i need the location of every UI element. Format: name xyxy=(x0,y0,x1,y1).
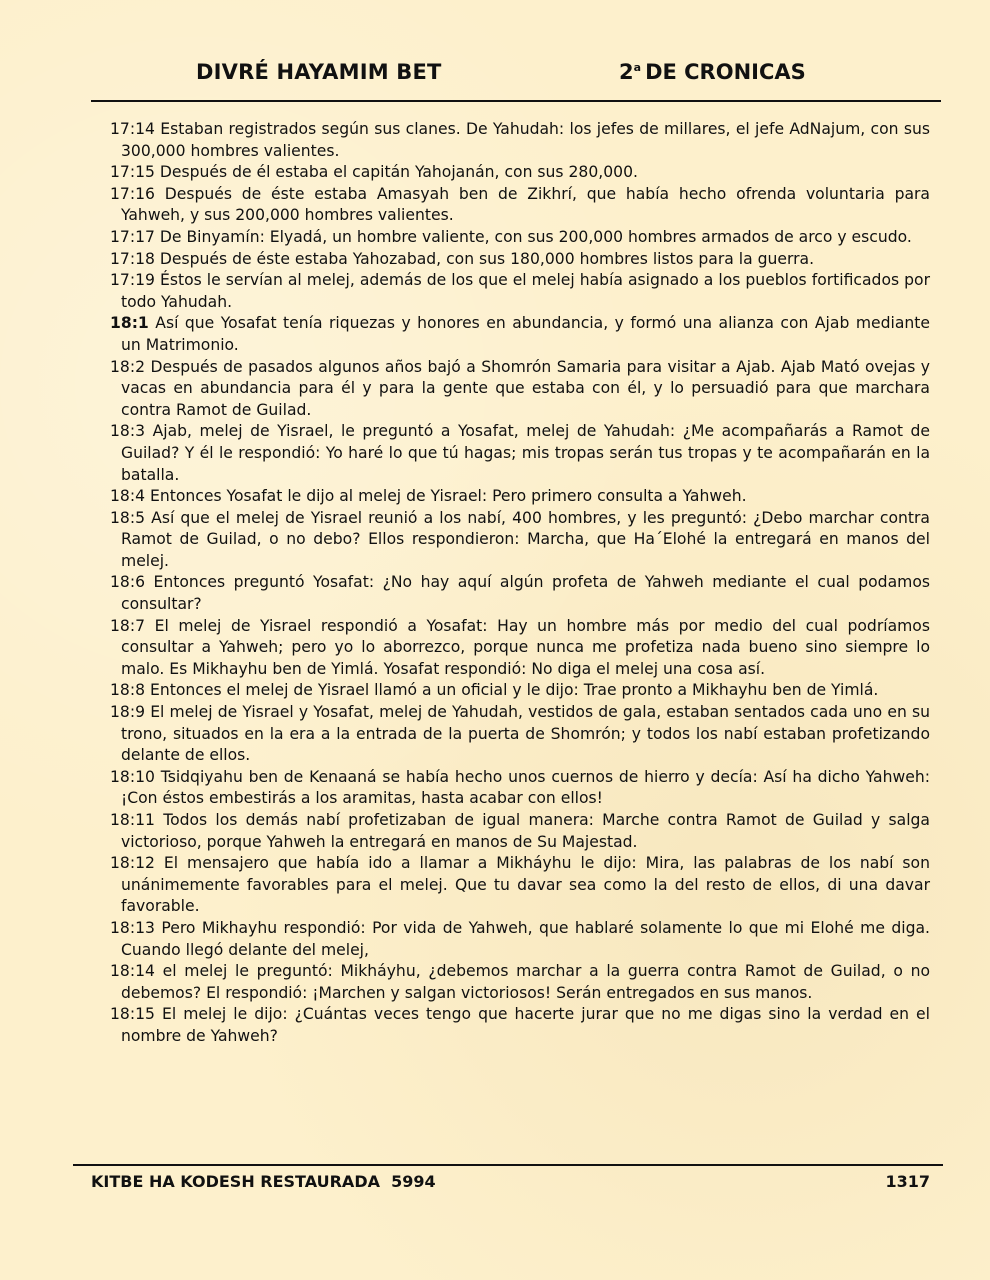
verse xyxy=(110,270,930,313)
verse-reference: 18:12 xyxy=(110,854,155,873)
verse xyxy=(110,486,930,508)
verse xyxy=(110,184,930,227)
verse-reference: 17:16 xyxy=(110,184,155,203)
verse xyxy=(110,249,930,271)
verse-reference: 17:19 xyxy=(110,271,155,290)
verse xyxy=(110,680,930,702)
verse-reference: 18:13 xyxy=(110,918,155,937)
verse-text: Estaban registrados según sus clanes. De Yahudah: los jefes de millares, el jefe AdNajum, con sus 300,000 hombres valientes. xyxy=(121,120,930,160)
verse-reference: 18:1 xyxy=(110,314,149,333)
verse-reference: 18:7 xyxy=(110,616,146,635)
verse-reference: 17:18 xyxy=(110,249,155,268)
book-title: DE CRONICAS xyxy=(645,60,806,84)
verse-text: El melej le dijo: ¿Cuántas veces tengo que hacerte jurar que no me digas sino la verdad en el nombre de Yahweh? xyxy=(121,1005,930,1045)
verse-reference: 17:14 xyxy=(110,120,155,138)
verse-text: El melej de Yisrael y Yosafat, melej de Yahudah, vestidos de gala, estaban sentados cada uno en su trono, situados en la era a la entrada de la puerta de Shomrón; y todos los nabí estaban profetizando delante de ellos. xyxy=(121,703,930,765)
footer-rule xyxy=(73,1164,943,1166)
verse-text: Ajab, melej de Yisrael, le preguntó a Yosafat, melej de Yahudah: ¿Me acompañarás a Ramot de Guilad? Y él le respondió: Yo haré lo que tú hagas; mis tropas serán tus tropas y te acompañarán en la batalla. xyxy=(121,422,930,484)
verse xyxy=(110,119,930,162)
verse-text: el melej le preguntó: Mikháyhu, ¿debemos marchar a la guerra contra Ramot de Guilad, o no debemos? El respondió: ¡Marchen y salgan victoriosos! Serán entregados en sus manos. xyxy=(121,962,930,1002)
verse xyxy=(110,357,930,422)
verse-text: Tsidqiyahu ben de Kenaaná se había hecho unos cuernos de hierro y decía: Así ha dicho Yahweh: ¡Con éstos embestirás a los aramitas, hasta acabar con ellos! xyxy=(121,767,930,808)
verse-text: Entonces preguntó Yosafat: ¿No hay aquí algún profeta de Yahweh mediante el cual podamos consultar? xyxy=(121,573,930,614)
verse-text: De Binyamín: Elyadá, un hombre valiente, con sus 200,000 hombres armados de arco y escudo. xyxy=(159,227,912,246)
header-rule xyxy=(91,100,941,102)
verse xyxy=(110,616,930,681)
verse-text: Éstos le servían al melej, además de los que el melej había asignado a los pueblos fortificados por todo Yahudah. xyxy=(121,271,930,311)
verse-reference: 18:6 xyxy=(110,573,146,592)
verse xyxy=(110,853,930,918)
verse-reference: 18:5 xyxy=(110,508,146,527)
verse xyxy=(110,313,930,356)
verse xyxy=(110,227,930,249)
verse-text: Después de pasados algunos años bajó a Shomrón Samaria para visitar a Ajab. Ajab Mató ovejas y vacas en abundancia para él y para la gente que estaba con él, y lo persuadió para que marchara contra Ramot de Guilad. xyxy=(121,357,930,419)
verse xyxy=(110,162,930,184)
verse-reference: 18:11 xyxy=(110,811,155,829)
verse-text: Así que Yosafat tenía riquezas y honores en abundancia, y formó una alianza con Ajab mediante un Matrimonio. xyxy=(121,314,930,354)
verse-reference: 17:17 xyxy=(110,227,155,246)
verse-text: El melej de Yisrael respondió a Yosafat: Hay un hombre más por medio del cual podríamos consultar a Yahweh; pero yo lo aborrezco, porque nunca me profetiza nada bueno sino siempre lo malo. Es Mikhayhu ben de Yimlá. Yosafat respondió: No diga el melej una cosa así. xyxy=(121,616,930,678)
page-number: 1317 xyxy=(885,1172,930,1191)
running-header-right xyxy=(619,60,806,84)
verse xyxy=(110,702,930,767)
verse-list xyxy=(110,119,930,1048)
verse-reference: 18:9 xyxy=(110,703,146,722)
verse-text: Entonces Yosafat le dijo al melej de Yisrael: Pero primero consulta a Yahweh. xyxy=(150,487,747,506)
verse-text: Después de éste estaba Amasyah ben de Zikhrí, que había hecho ofrenda voluntaria para Yahweh, y sus 200,000 hombres valientes. xyxy=(121,184,930,225)
verse-text: Después de él estaba el capitán Yahojanán, con sus 280,000. xyxy=(159,163,638,182)
verse-reference: 18:3 xyxy=(110,422,146,441)
verse-text: El mensajero que había ido a llamar a Mikháyhu le dijo: Mira, las palabras de los nabí son unánimemente favorables para el melej. Que tu davar sea como la del resto de ellos, di una davar favorable. xyxy=(121,854,930,916)
verse xyxy=(110,961,930,1004)
verse-text: Después de éste estaba Yahozabad, con sus 180,000 hombres listos para la guerra. xyxy=(159,249,815,268)
verse xyxy=(110,918,930,961)
verse-reference: 18:2 xyxy=(110,357,146,376)
verse xyxy=(110,810,930,853)
running-header-left: DIVRÉ HAYAMIM BET xyxy=(196,60,442,84)
verse xyxy=(110,1004,930,1047)
verse-text: Todos los demás nabí profetizaban de igual manera: Marche contra Ramot de Guilad y salga victorioso, porque Yahweh la entregará en manos de Su Majestad. xyxy=(121,811,930,851)
book-number-ordinal: a xyxy=(633,61,642,74)
verse xyxy=(110,572,930,615)
verse-reference: 17:15 xyxy=(110,163,155,182)
verse-reference: 18:15 xyxy=(110,1005,155,1024)
verse-text: Así que el melej de Yisrael reunió a los nabí, 400 hombres, y les preguntó: ¿Debo marchar contra Ramot de Guilad, o no debo? Ellos respondieron: Marcha, que Ha´Elohé la entregará en manos del melej. xyxy=(121,508,930,570)
verse-reference: 18:10 xyxy=(110,767,155,786)
verse-text: Pero Mikhayhu respondió: Por vida de Yahweh, que hablaré solamente lo que mi Elohé me diga. Cuando llegó delante del melej, xyxy=(121,918,930,959)
verse-reference: 18:4 xyxy=(110,487,146,506)
verse xyxy=(110,508,930,573)
footer-title: KITBE HA KODESH RESTAURADA 5994 xyxy=(91,1172,436,1191)
verse xyxy=(110,421,930,486)
verse-text: Entonces el melej de Yisrael llamó a un oficial y le dijo: Trae pronto a Mikhayhu ben de Yimlá. xyxy=(150,681,879,700)
verse-reference: 18:8 xyxy=(110,681,146,700)
verse-reference: 18:14 xyxy=(110,962,155,981)
verse xyxy=(110,767,930,810)
book-number: 2 xyxy=(619,60,634,84)
